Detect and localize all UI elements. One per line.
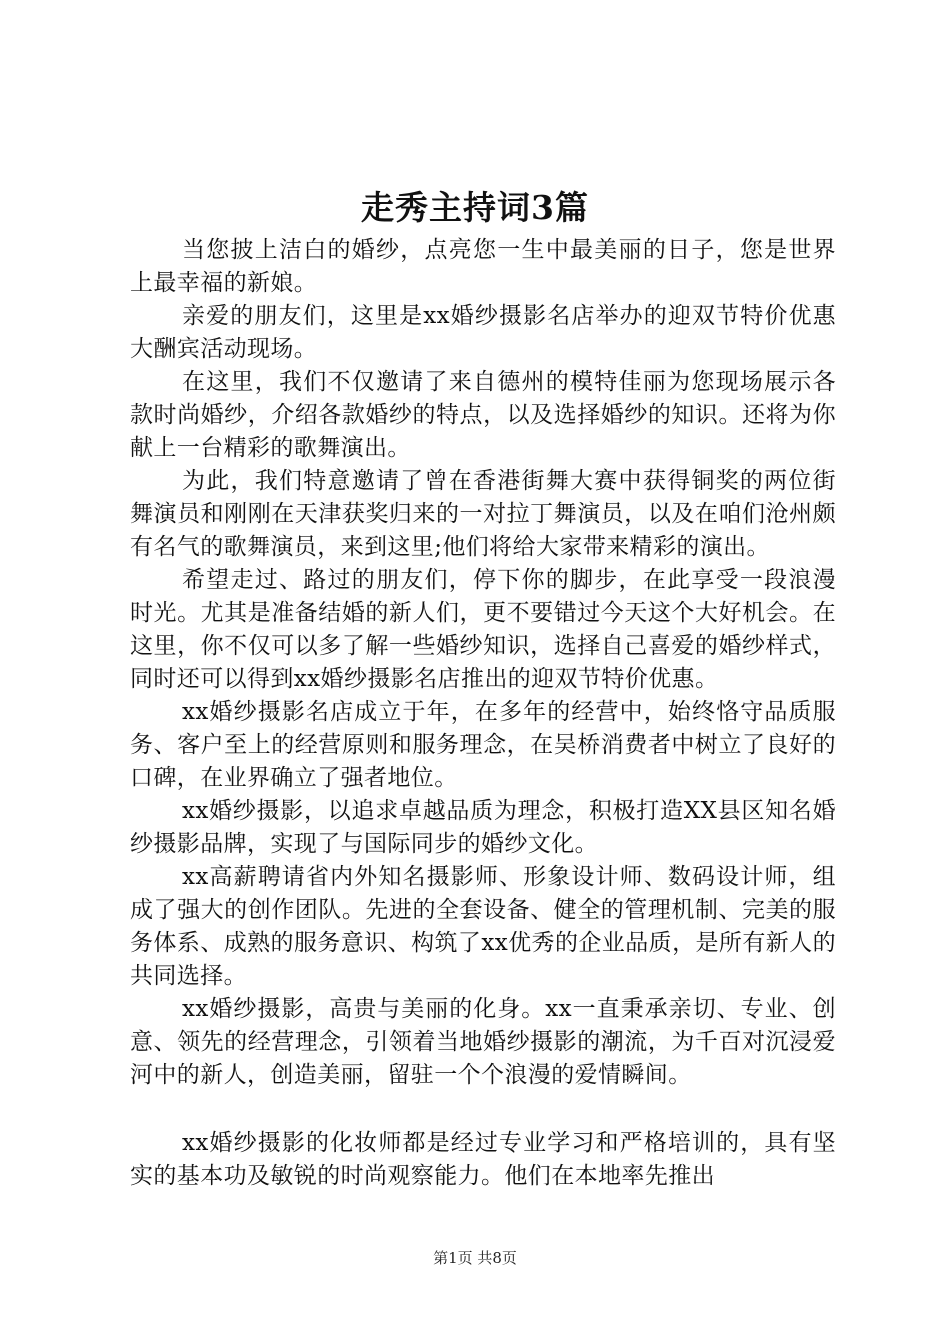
paragraph: xx婚纱摄影名店成立于年，在多年的经营中，始终恪守品质服务、客户至上的经营原则和服务理念，在吴桥消费者中树立了良好的口碑，在业界确立了强者地位。 — [130, 699, 836, 791]
page-footer: 第1页 共8页 — [433, 1249, 517, 1267]
paragraph: xx婚纱摄影，以追求卓越品质为理念，积极打造XX县区知名婚纱摄影品牌，实现了与国际同步的婚纱文化。 — [130, 798, 836, 857]
paragraph: 亲爱的朋友们，这里是xx婚纱摄影名店举办的迎双节特价优惠大酬宾活动现场。 — [130, 303, 836, 362]
paragraph: 当您披上洁白的婚纱，点亮您一生中最美丽的日子，您是世界上最幸福的新娘。 — [130, 237, 836, 296]
paragraph: 为此，我们特意邀请了曾在香港街舞大赛中获得铜奖的两位街舞演员和刚刚在天津获奖归来的一对拉丁舞演员，以及在咱们沧州颇有名气的歌舞演员，来到这里;他们将给大家带来精彩的演出。 — [130, 468, 836, 560]
document-title: 走秀主持词3篇 — [361, 188, 589, 227]
paragraph: xx婚纱摄影，高贵与美丽的化身。xx一直秉承亲切、专业、创意、领先的经营理念，引领着当地婚纱摄影的潮流，为千百对沉浸爱河中的新人，创造美丽，留驻一个个浪漫的爱情瞬间。 — [130, 996, 836, 1088]
paragraph-gap — [130, 1092, 836, 1127]
paragraph: xx婚纱摄影的化妆师都是经过专业学习和严格培训的，具有坚实的基本功及敏锐的时尚观察能力。他们在本地率先推出 — [130, 1130, 836, 1189]
document-body — [130, 234, 836, 1193]
paragraph: 希望走过、路过的朋友们，停下你的脚步，在此享受一段浪漫时光。尤其是准备结婚的新人们，更不要错过今天这个大好机会。在这里，你不仅可以多了解一些婚纱知识，选择自己喜爱的婚纱样式，同时还可以得到xx婚纱摄影名店推出的迎双节特价优惠。 — [130, 567, 836, 692]
paragraph: 在这里，我们不仅邀请了来自德州的模特佳丽为您现场展示各款时尚婚纱，介绍各款婚纱的特点，以及选择婚纱的知识。还将为你献上一台精彩的歌舞演出。 — [130, 369, 836, 461]
paragraph: xx高薪聘请省内外知名摄影师、形象设计师、数码设计师，组成了强大的创作团队。先进的全套设备、健全的管理机制、完美的服务体系、成熟的服务意识、构筑了xx优秀的企业品质，是所有新人的共同选择。 — [130, 864, 836, 989]
